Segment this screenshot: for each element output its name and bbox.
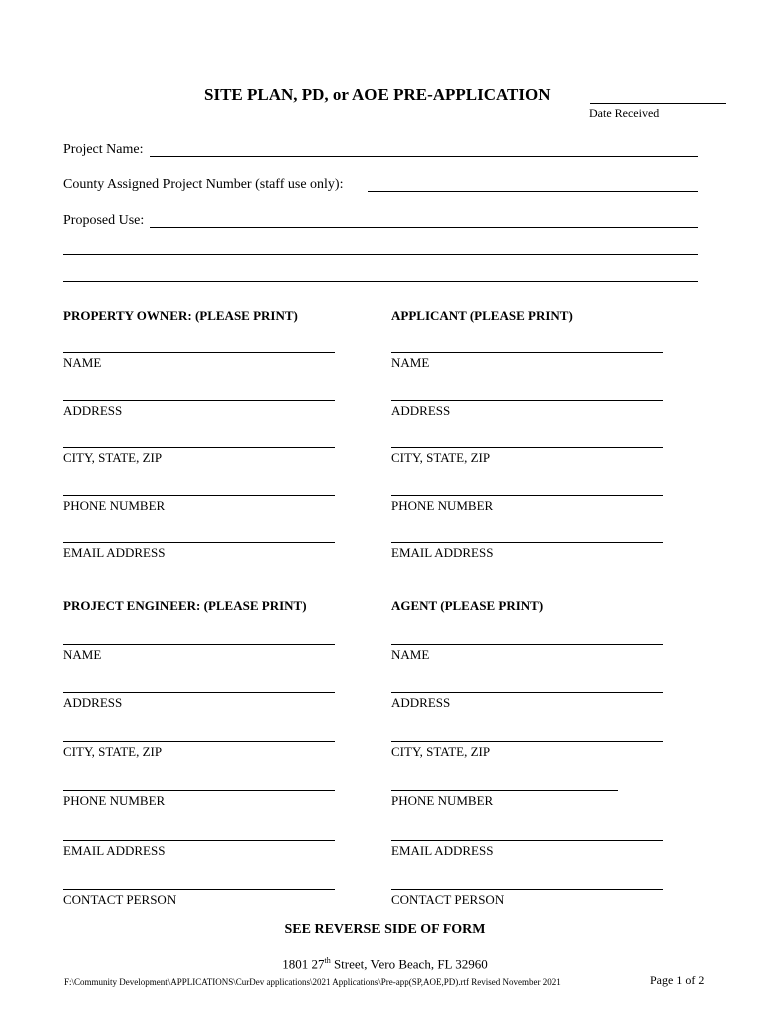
project-name-line[interactable] <box>150 156 698 157</box>
engineer-address-line[interactable] <box>63 692 335 693</box>
proposed-use-label: Proposed Use: <box>63 213 145 228</box>
agent-contact-label: CONTACT PERSON <box>391 892 505 907</box>
proposed-use-line-3[interactable] <box>63 281 698 282</box>
agent-email-label: EMAIL ADDRESS <box>391 843 494 858</box>
applicant-email-label: EMAIL ADDRESS <box>391 545 494 560</box>
agent-address-line[interactable] <box>391 692 663 693</box>
applicant-address-label: ADDRESS <box>391 403 451 418</box>
agent-phone-line[interactable] <box>391 790 618 791</box>
project-name-label: Project Name: <box>63 142 144 157</box>
owner-phone-line[interactable] <box>63 495 335 496</box>
street-address <box>0 956 770 972</box>
engineer-heading: PROJECT ENGINEER: (PLEASE PRINT) <box>63 598 307 613</box>
engineer-phone-label: PHONE NUMBER <box>63 793 166 808</box>
owner-heading: PROPERTY OWNER: (PLEASE PRINT) <box>63 308 298 323</box>
applicant-name-line[interactable] <box>391 352 663 353</box>
street-number: 1801 27 <box>282 956 325 972</box>
date-received-line[interactable] <box>590 103 726 104</box>
engineer-name-line[interactable] <box>63 644 335 645</box>
owner-email-label: EMAIL ADDRESS <box>63 545 166 560</box>
project-number-label: County Assigned Project Number (staff use only): <box>63 177 344 192</box>
owner-city-line[interactable] <box>63 447 335 448</box>
agent-email-line[interactable] <box>391 840 663 841</box>
proposed-use-line-2[interactable] <box>63 254 698 255</box>
owner-name-label: NAME <box>63 355 102 370</box>
applicant-address-line[interactable] <box>391 400 663 401</box>
engineer-city-line[interactable] <box>63 741 335 742</box>
street-rest: Street, Vero Beach, FL 32960 <box>330 956 488 972</box>
applicant-city-label: CITY, STATE, ZIP <box>391 450 491 465</box>
engineer-email-line[interactable] <box>63 840 335 841</box>
agent-city-label: CITY, STATE, ZIP <box>391 744 491 759</box>
page-number: Page 1 of 2 <box>650 973 705 987</box>
applicant-phone-label: PHONE NUMBER <box>391 498 494 513</box>
engineer-name-label: NAME <box>63 647 102 662</box>
applicant-phone-line[interactable] <box>391 495 663 496</box>
date-received-label: Date Received <box>589 106 660 120</box>
applicant-city-line[interactable] <box>391 447 663 448</box>
applicant-name-label: NAME <box>391 355 430 370</box>
agent-contact-line[interactable] <box>391 889 663 890</box>
owner-name-line[interactable] <box>63 352 335 353</box>
engineer-email-label: EMAIL ADDRESS <box>63 843 166 858</box>
engineer-phone-line[interactable] <box>63 790 335 791</box>
agent-name-line[interactable] <box>391 644 663 645</box>
reverse-side-notice: SEE REVERSE SIDE OF FORM <box>284 922 486 937</box>
owner-address-line[interactable] <box>63 400 335 401</box>
agent-phone-label: PHONE NUMBER <box>391 793 494 808</box>
file-path: F:\Community Development\APPLICATIONS\CurDev applications\2021 Applications\Pre-app(SP,AOE,PD).rtf Revised November 2021 <box>64 977 561 987</box>
agent-heading: AGENT (PLEASE PRINT) <box>391 598 544 613</box>
owner-phone-label: PHONE NUMBER <box>63 498 166 513</box>
owner-city-label: CITY, STATE, ZIP <box>63 450 163 465</box>
proposed-use-line-1[interactable] <box>150 227 698 228</box>
agent-name-label: NAME <box>391 647 430 662</box>
engineer-address-label: ADDRESS <box>63 695 123 710</box>
agent-city-line[interactable] <box>391 741 663 742</box>
form-title: SITE PLAN, PD, or AOE PRE-APPLICATION <box>204 85 551 104</box>
engineer-city-label: CITY, STATE, ZIP <box>63 744 163 759</box>
applicant-email-line[interactable] <box>391 542 663 543</box>
owner-address-label: ADDRESS <box>63 403 123 418</box>
agent-address-label: ADDRESS <box>391 695 451 710</box>
engineer-contact-line[interactable] <box>63 889 335 890</box>
owner-email-line[interactable] <box>63 542 335 543</box>
street-suffix: th <box>324 956 331 965</box>
project-number-line[interactable] <box>368 191 698 192</box>
applicant-heading: APPLICANT (PLEASE PRINT) <box>391 308 573 323</box>
engineer-contact-label: CONTACT PERSON <box>63 892 177 907</box>
